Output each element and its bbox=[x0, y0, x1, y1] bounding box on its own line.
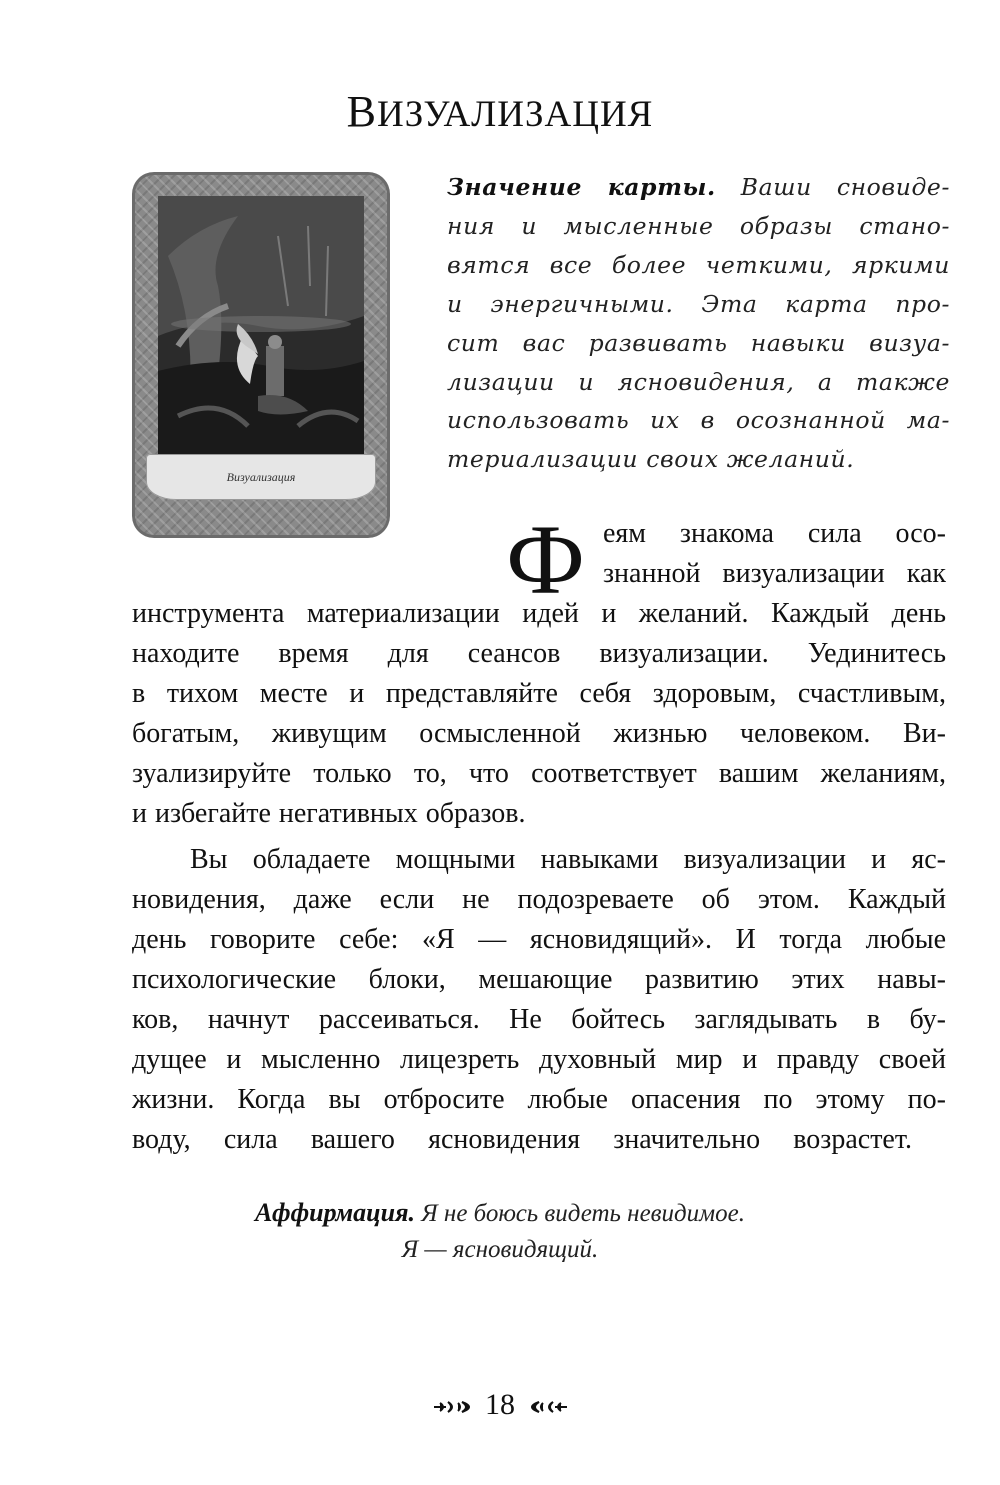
p2-line-6: дущее и мысленно лицезреть духовный мир и правду своей bbox=[132, 1044, 946, 1075]
p1-line-4: богатым, живущим осмысленной жизнью человеком. Ви- bbox=[132, 718, 946, 749]
dropcap-line-2: знанной визуализации как bbox=[603, 558, 946, 589]
dropcap-line-1: еям знакома сила осо- bbox=[603, 518, 946, 549]
oracle-card-image bbox=[132, 172, 390, 538]
p1-line-1: инструмента материализации идей и желаний. Каждый день bbox=[132, 598, 946, 629]
p2-line-4: психологические блоки, мешающие развитию этих навы- bbox=[132, 964, 946, 995]
p2-line-1: Вы обладаете мощными навыками визуализации и яс- bbox=[190, 844, 946, 875]
right-ornament-icon bbox=[523, 1399, 569, 1415]
affirmation-line-1 bbox=[0, 1198, 1000, 1228]
page-number: 18 bbox=[485, 1388, 515, 1421]
meaning-line-7: териализации своих желаний. bbox=[447, 445, 855, 474]
card-banner-label: Визуализация bbox=[146, 454, 376, 500]
affirmation-line-2 bbox=[0, 1236, 1000, 1264]
p1-line-6: и избегайте негативных образов. bbox=[132, 798, 526, 829]
p2-line-3: день говорите себе: «Я — ясновидящий». И тогда любые bbox=[132, 924, 946, 955]
meaning-line-2: вятся все более четкими, яркими bbox=[447, 250, 950, 279]
left-ornament-icon bbox=[432, 1399, 478, 1415]
affirmation-label: Аффирмация. bbox=[255, 1198, 415, 1227]
affirmation-text-2: Я — ясновидящий. bbox=[401, 1236, 599, 1263]
card-artwork bbox=[158, 196, 364, 464]
p1-line-5: зуализируйте только то, что соответствует вашим желаниям, bbox=[132, 758, 946, 789]
meaning-first-line bbox=[447, 168, 950, 207]
p1-line-2: находите время для сеансов визуализации. Уединитесь bbox=[132, 638, 946, 669]
p2-line-8: воду, сила вашего ясновидения значительно возрастет. bbox=[132, 1124, 912, 1155]
p1-line-3: в тихом месте и представляйте себя здоровым, счастливым, bbox=[132, 678, 946, 709]
card-meaning-block bbox=[447, 168, 950, 479]
page-footer bbox=[0, 1388, 1000, 1422]
meaning-line-0: Ваши сновиде- bbox=[740, 173, 950, 201]
p2-line-2: новидения, даже если не подозреваете об этом. Каждый bbox=[132, 884, 946, 915]
page-title bbox=[0, 86, 1000, 137]
p2-line-7: жизни. Когда вы отбросите любые опасения по этому по- bbox=[132, 1084, 946, 1115]
fairy-illustration-icon bbox=[158, 196, 364, 464]
meaning-label: Значение карты. bbox=[447, 173, 716, 201]
meaning-line-5: лизации и ясновидения, а также bbox=[447, 367, 950, 396]
affirmation-text-1: Я не боюсь видеть невидимое. bbox=[421, 1200, 745, 1227]
p2-line-5: ков, начнут рассеиваться. Не бойтесь заглядывать в бу- bbox=[132, 1004, 946, 1035]
drop-cap: Ф bbox=[506, 504, 586, 615]
meaning-line-3: и энергичными. Эта карта про- bbox=[447, 289, 950, 318]
meaning-line-1: ния и мысленные образы стано- bbox=[447, 211, 950, 240]
meaning-line-6: использовать их в осознанной ма- bbox=[447, 406, 950, 435]
meaning-line-4: сит вас развивать навыки визуа- bbox=[447, 328, 950, 357]
title-initial: В bbox=[346, 87, 377, 136]
title-rest: ИЗУАЛИЗАЦИЯ bbox=[376, 94, 654, 135]
